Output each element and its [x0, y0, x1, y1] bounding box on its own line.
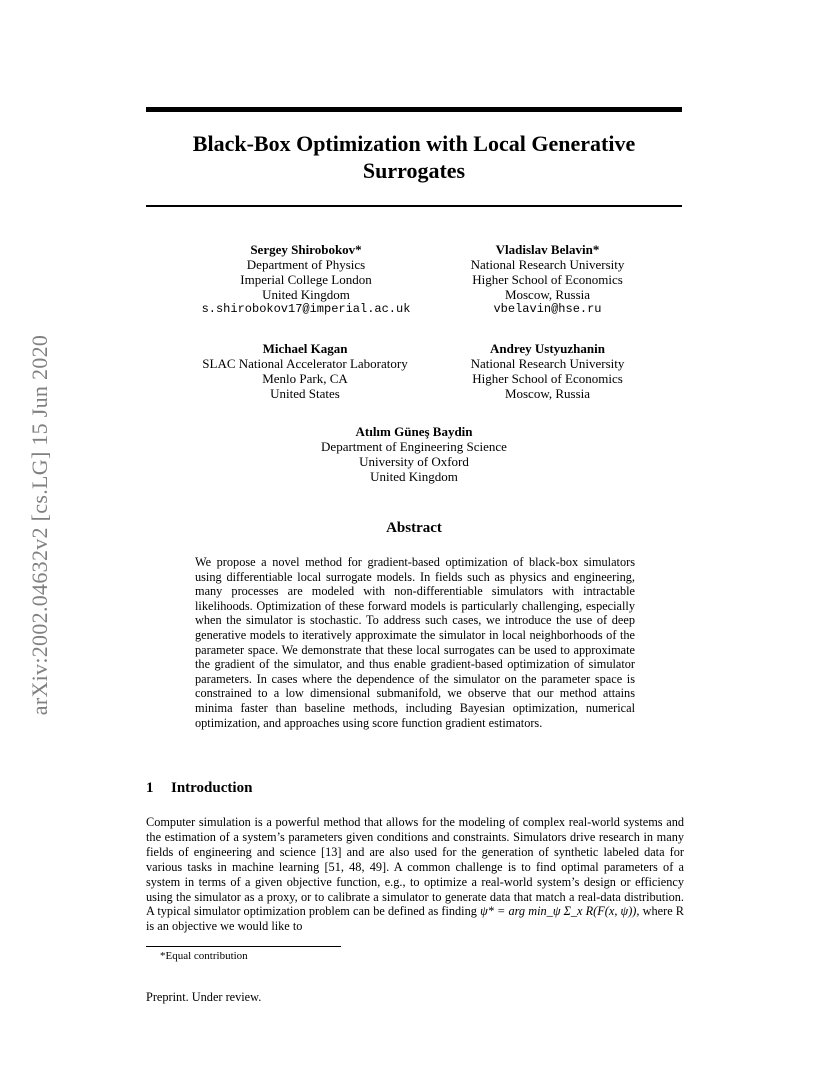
author-affiliation: Moscow, Russia: [504, 287, 591, 302]
author-affiliation: Department of Physics: [246, 257, 366, 272]
author-block: [284, 424, 544, 484]
author-affiliation: SLAC National Accelerator Laboratory: [202, 356, 408, 371]
footnote: *Equal contribution: [160, 950, 248, 962]
author-affiliation: National Research University: [470, 257, 625, 272]
author-affiliation: Moscow, Russia: [504, 386, 591, 401]
author-name: Michael Kagan: [262, 341, 348, 356]
title-top-rule: [146, 107, 682, 112]
author-affiliation: United States: [270, 386, 340, 401]
abstract-heading: Abstract: [386, 520, 442, 536]
author-name: Sergey Shirobokov*: [250, 242, 362, 257]
preprint-notice: Preprint. Under review.: [146, 990, 262, 1004]
author-affiliation: National Research University: [470, 356, 625, 371]
section-title: Introduction: [171, 780, 253, 796]
intro-text: Computer simulation is a powerful method that allows for the modeling of complex real-world systems and the estimation of a system’s parameters given conditions and constraints. Simulators drive research in many fields of engineering and science [13] and are also used for the generation of synthetic labeled data for various tasks in machine learning [51, 48, 49]. A common challenge is to find optimal parameters of a system in terms of a given objective function, e.g., to optimize a real-world system’s design or efficiency using the simulator as a proxy, or to calibrate a simulator to generate data that match a real-data distribution. A typical simulator optimization problem can be defined as finding: [146, 815, 684, 919]
author-email[interactable]: vbelavin@hse.ru: [493, 302, 602, 316]
title-bottom-rule: [146, 205, 682, 207]
author-affiliation: Menlo Park, CA: [262, 371, 348, 386]
author-name: Andrey Ustyuzhanin: [490, 341, 605, 356]
author-name: Atılım Güneş Baydin: [355, 424, 473, 439]
author-block: [146, 242, 466, 317]
author-affiliation: Department of Engineering Science: [321, 439, 507, 454]
author-block: [180, 341, 430, 401]
author-affiliation: Higher School of Economics: [472, 272, 623, 287]
footnote-rule: [146, 946, 341, 947]
author-affiliation: United Kingdom: [262, 287, 350, 302]
arxiv-identifier: arXiv:2002.04632v2 [cs.LG] 15 Jun 2020: [27, 334, 52, 716]
arxiv-sidebar: [20, 290, 60, 760]
author-block: [445, 341, 650, 401]
author-block: [445, 242, 650, 317]
author-affiliation: United Kingdom: [370, 469, 458, 484]
author-name: Vladislav Belavin*: [495, 242, 600, 257]
author-affiliation: University of Oxford: [359, 454, 469, 469]
title-line-1: Black-Box Optimization with Local Generative: [192, 131, 636, 156]
section-heading: [146, 780, 252, 797]
author-affiliation: Imperial College London: [240, 272, 372, 287]
title-line-2: Surrogates: [362, 158, 466, 183]
section-number: 1: [146, 780, 154, 796]
intro-text-continued: where R is an objective we would like to: [146, 904, 685, 934]
paper-title: [146, 130, 682, 184]
objective-formula: ψ* = arg min_ψ Σ_x R(F(x, ψ)),: [480, 904, 640, 919]
author-email[interactable]: s.shirobokov17@imperial.ac.uk: [201, 302, 411, 316]
intro-paragraph: [146, 815, 684, 934]
author-affiliation: Higher School of Economics: [472, 371, 623, 386]
abstract-text: We propose a novel method for gradient-based optimization of black-box simulators using differentiable local surrogate models. In fields such as physics and engineering, many processes are modeled with non-differentiable simulators with intractable likelihoods. Optimization of these forward models is particularly challenging, especially when the simulator is stochastic. To address such cases, we introduce the use of deep generative models to iteratively approximate the simulator in local neighborhoods of the parameter space. We demonstrate that these local surrogates can be used to approximate the gradient of the simulator, and thus enable gradient-based optimization of simulator parameters. In cases where the dependence of the simulator on the parameter space is constrained to a low dimensional submanifold, we observe that our method attains minima faster than baseline methods, including Bayesian optimization, numerical optimization, and approaches using score function gradient estimators.: [195, 555, 635, 730]
